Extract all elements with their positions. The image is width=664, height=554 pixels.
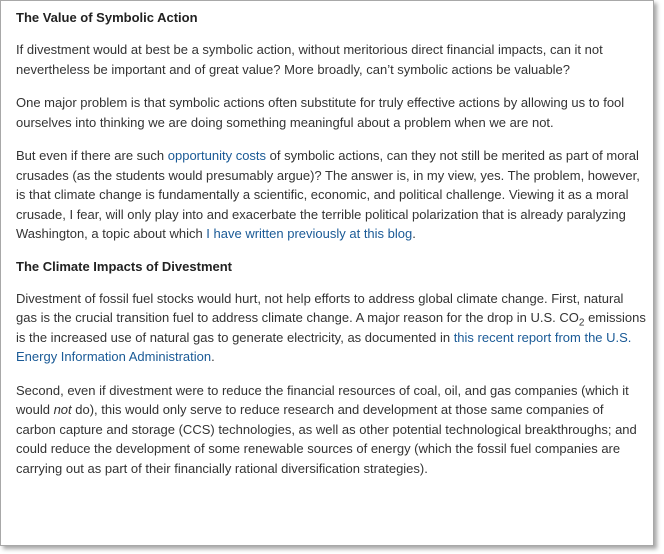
section-heading-symbolic-action: The Value of Symbolic Action [16,10,198,25]
paragraph-major-problem: One major problem is that symbolic actions often substitute for truly effective actions by allowing us to fool ourselves into thinking we are doing something meaningful about a problem when we are not. [16,95,625,130]
link-eia-report[interactable]: this recent report from the U.S. Energy Information Administration [16,329,632,364]
text-run: But even if there are such [16,148,168,163]
paragraph-divestment-hurts [16,289,646,367]
emphasis-not: not [53,402,72,417]
text-run: Second, even if divestment were to reduce the financial resources of coal, oil, and gas companies (which it would [16,382,629,417]
paragraph-moral-crusades [16,146,646,244]
link-written-previously[interactable]: I have written previously at this blog [206,226,413,241]
text-run: . [211,349,215,364]
text-run: do), this would only serve to reduce research and development at those same companies of carbon capture and storage (CCS) technologies, as well as other potential technological breakthroughs; and could reduce the development of some renewable sources of energy (which the fossil fuel companies are carrying out as part of their financially rational diversification strategies). [16,402,637,476]
section-heading-climate-impacts: The Climate Impacts of Divestment [16,258,232,274]
link-opportunity-costs[interactable]: opportunity costs [167,148,267,163]
text-run: emissions is the increased use of natural gas to generate electricity, as documented in [16,310,646,345]
text-run: of symbolic actions, can they not still be merited as part of moral crusades (as the students would presumably argue)? The answer is, in my view, yes. The problem, however, is that climate change is fundamentally a scientific, economic, and political challenge. Viewing it as a moral crusade, I fear, will only play into and exacerbate the terrible political polarization that is already paralyzing Washington, a topic about which [16,148,640,241]
subscript-2: 2 [578,317,585,329]
article-body [16,9,646,492]
text-run: . [412,226,416,241]
text-run: Divestment of fossil fuel stocks would hurt, not help efforts to address global climate change. First, natural gas is the crucial transition fuel to address climate change. A major reason for the drop in U.S. CO [16,290,624,325]
paragraph-symbolic-question: If divestment would at best be a symbolic action, without meritorious direct financial impacts, can it not nevertheless be important and of great value? More broadly, can’t symbolic actions be valuable? [16,42,603,77]
paragraph-second-reason [16,381,646,479]
